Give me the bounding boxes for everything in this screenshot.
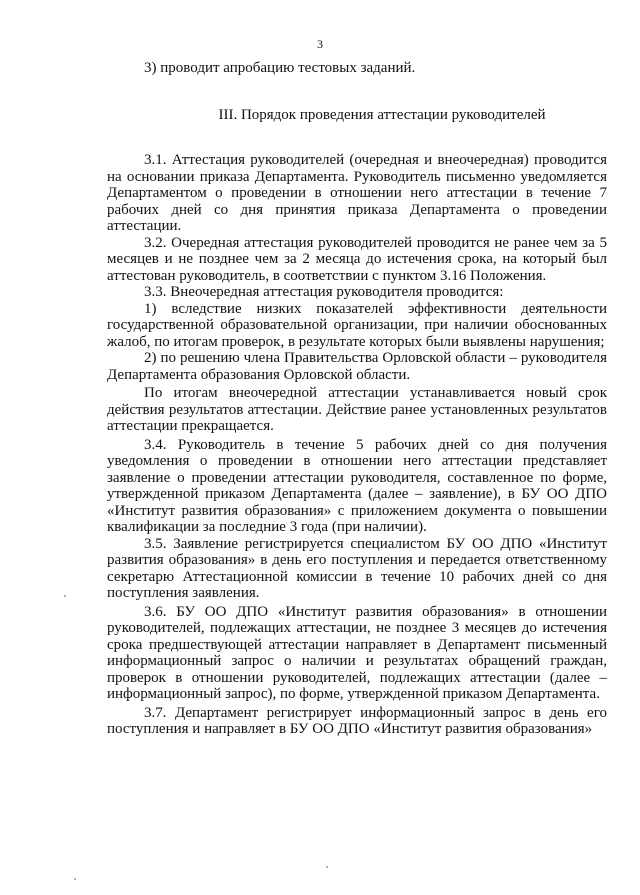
scan-speck (326, 866, 328, 868)
paragraph-3-2: 3.2. Очередная аттестация руководителей проводится не ранее чем за 5 месяцев и не позднее чем за 2 месяца до истечения срока, на который был аттестован руководитель, в соответствии с пунктом 3.16 Положения. (107, 234, 607, 284)
document-body (107, 60, 607, 738)
intro-list-item: 3) проводит апробацию тестовых заданий. (144, 60, 416, 76)
page-number: 3 (317, 37, 323, 51)
paragraph-3-1: 3.1. Аттестация руководителей (очередная и внеочередная) проводится на основании приказа Департамента. Руководитель письменно уведомляется Департаментом о проведении в отношении него аттестации в течение 7 рабочих дней со дня принятия приказа Департамента о проведении аттестации. (107, 152, 607, 234)
paragraph-3-7: 3.7. Департамент регистрирует информационный запрос в день его поступления и направляет в БУ ОО ДПО «Институт развития образования» (107, 704, 607, 737)
paragraph-3-3-result: По итогам внеочередной аттестации устанавливается новый срок действия результатов аттестации. Действие ранее установленных результатов аттестации прекращается. (107, 385, 607, 434)
paragraph-3-4: 3.4. Руководитель в течение 5 рабочих дней со дня получения уведомления о проведении в отношении него аттестации представляет заявление о проведении аттестации руководителя, составленное по форме, утвержденной приказом Департамента (далее – заявление), в БУ ОО ДПО «Институт развития образования» с приложением документа о повышении квалификации за последние 3 года (при наличии). (107, 436, 607, 535)
paragraph-3-5: 3.5. Заявление регистрируется специалистом БУ ОО ДПО «Институт развития образования» в день его поступления и передается ответственному секретарю Аттестационной комиссии в течение 10 рабочих дней со дня поступления заявления. (107, 535, 607, 601)
paragraph-3-3: 3.3. Внеочередная аттестация руководителя проводится: (144, 284, 504, 300)
scan-speck (64, 595, 66, 597)
paragraph-3-3-item-1: 1) вследствие низких показателей эффективности деятельности государственной образовательной организации, при наличии обоснованных жалоб, по итогам проверок, в результате которых были выявлены нарушения; (107, 300, 607, 350)
paragraph-3-3-item-2: 2) по решению члена Правительства Орловской области – руководителя Департамента образования Орловской области. (107, 350, 607, 383)
paragraph-3-6: 3.6. БУ ОО ДПО «Институт развития образования» в отношении руководителей, подлежащих аттестации, не позднее 3 месяцев до истечения срока предшествующей аттестации направляет в Департамент письменный информационный запрос о наличии и результатах обращений граждан, проверок в отношении руководителей, подлежащих аттестации (далее – информационный запрос), по форме, утвержденной приказом Департамента. (107, 603, 607, 702)
scan-speck (74, 878, 76, 880)
section-title: III. Порядок проведения аттестации руководителей (218, 106, 546, 123)
